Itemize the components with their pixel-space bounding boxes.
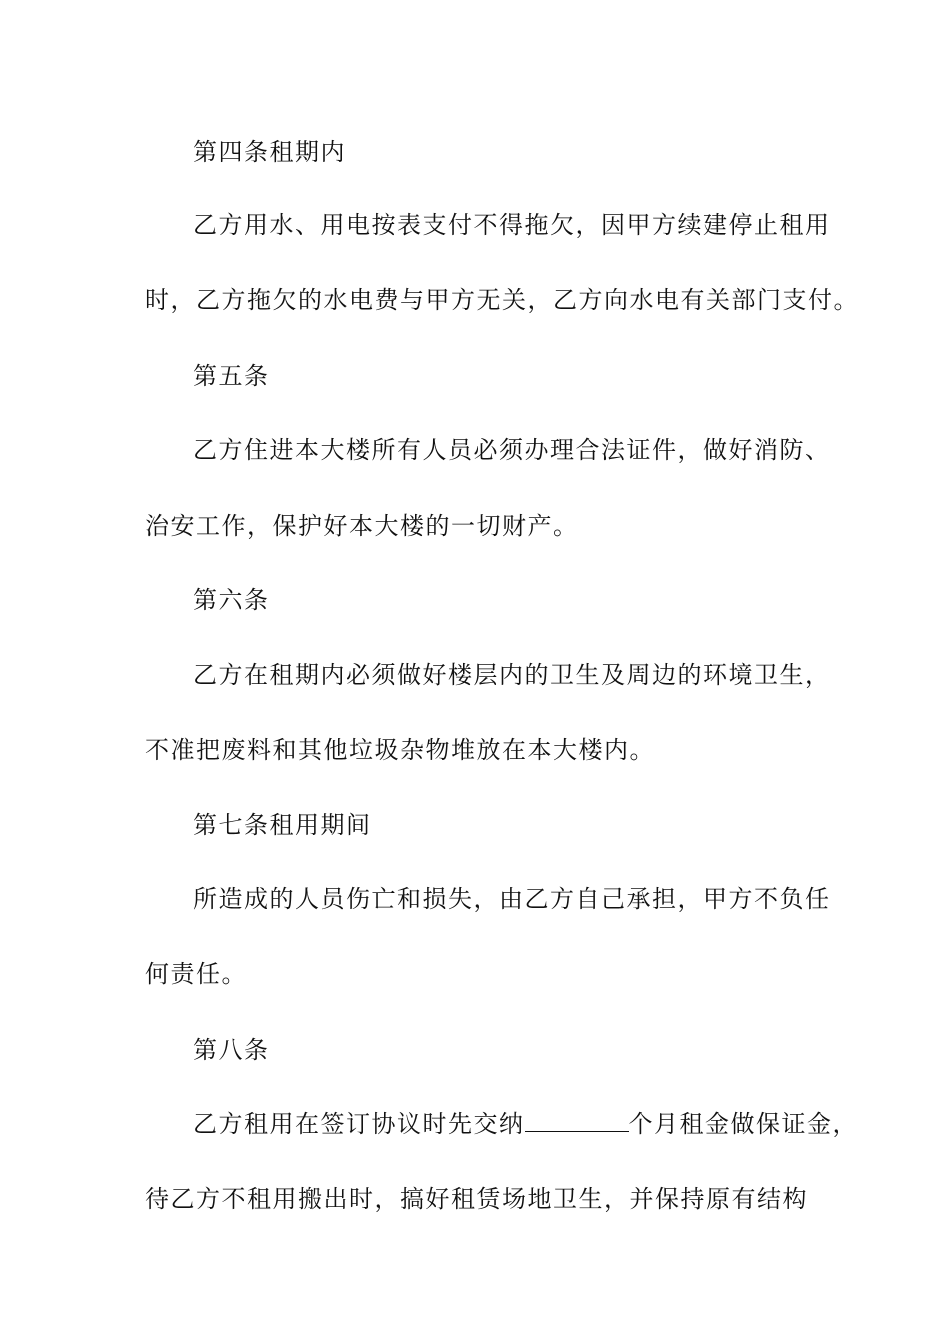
- paragraph-line: 何责任。: [145, 960, 247, 988]
- paragraph-text: 个月租金做保证金，: [628, 1110, 858, 1138]
- paragraph-line: 所造成的人员伤亡和损失，由乙方自己承担，甲方不负任: [193, 885, 831, 913]
- article-7-heading: 第七条租用期间: [193, 811, 372, 839]
- fill-in-blank: [525, 1109, 629, 1132]
- paragraph-line: 治安工作，保护好本大楼的一切财产。: [145, 512, 579, 540]
- paragraph-line-with-blank: [193, 1109, 858, 1139]
- paragraph-line: 乙方在租期内必须做好楼层内的卫生及周边的环境卫生，: [193, 661, 831, 689]
- paragraph-line: 乙方住进本大楼所有人员必须办理合法证件，做好消防、: [193, 436, 831, 464]
- article-6-heading: 第六条: [193, 586, 270, 614]
- paragraph-text: 乙方租用在签订协议时先交纳: [193, 1110, 525, 1138]
- paragraph-line: 时，乙方拖欠的水电费与甲方无关，乙方向水电有关部门支付。: [145, 286, 859, 314]
- article-5-heading: 第五条: [193, 362, 270, 390]
- paragraph-line: 乙方用水、用电按表支付不得拖欠，因甲方续建停止租用: [193, 211, 831, 239]
- paragraph-line: 不准把废料和其他垃圾杂物堆放在本大楼内。: [145, 736, 655, 764]
- article-4-heading: 第四条租期内: [193, 138, 346, 166]
- article-8-heading: 第八条: [193, 1036, 270, 1064]
- paragraph-line: 待乙方不租用搬出时，搞好租赁场地卫生，并保持原有结构: [145, 1185, 808, 1213]
